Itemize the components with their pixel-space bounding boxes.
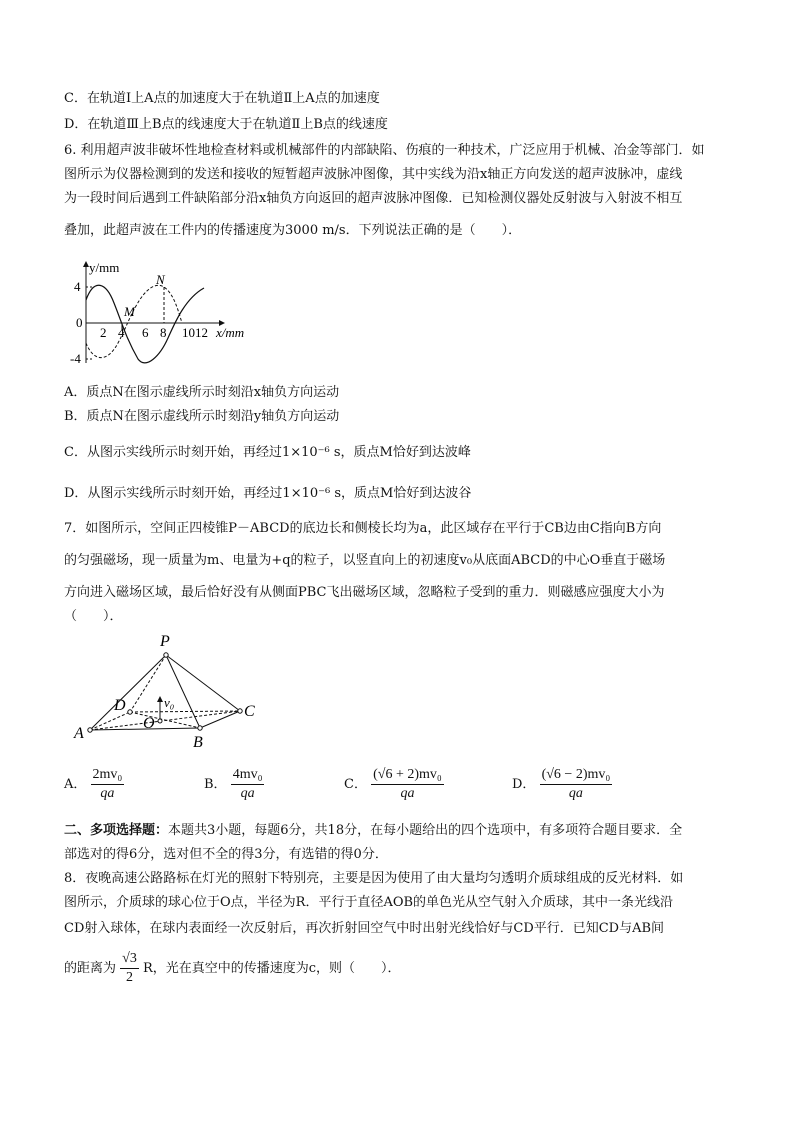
q7-stem-line-2: 的匀强磁场，现一质量为m、电量为+q的粒子，以竖直向上的初速度v₀从底面ABCD的中心O垂直于磁场	[64, 553, 666, 568]
q8-stem-line-3: CD射入球体，在球内表面经一次反射后，再次折射回空气中时出射光线恰好与CD平行．已知CD与AB间	[64, 921, 665, 936]
q5-option-c: C．在轨道Ⅰ上A点的加速度大于在轨道Ⅱ上A点的加速度	[64, 91, 380, 106]
q7-option-a-label: A．	[64, 777, 87, 792]
q8-stem-line-1: 8．夜晚高速公路路标在灯光的照射下特别亮，主要是因为使用了由大量均匀透明介质球组成的反光材料．如	[64, 871, 684, 886]
q7-option-b	[204, 766, 264, 803]
q7-option-c	[344, 766, 444, 803]
section-2-line-2: 部选对的得6分，选对但不全的得3分，有选错的得0分．	[64, 847, 388, 862]
q7-option-b-label: B．	[204, 777, 227, 792]
y-tick-0: 0	[76, 315, 83, 330]
q6-wave-graph	[64, 258, 284, 378]
dashed-wave	[86, 285, 182, 357]
q7-option-d-numerator: (√6 − 2)mv₀	[540, 766, 613, 785]
y-axis-label: y/mm	[89, 260, 120, 275]
q7-option-a-numerator: 2mv₀	[91, 766, 125, 785]
q6-option-a: A．质点N在图示虚线所示时刻沿x轴负方向运动	[64, 385, 340, 400]
x-tick-8: 8	[160, 325, 167, 340]
q7-option-a-fraction	[91, 766, 125, 803]
q7-stem-line-4: （ ）．	[64, 609, 123, 624]
q7-option-c-fraction	[371, 766, 444, 803]
q8-stem-line-4	[64, 950, 401, 987]
point-m: M	[124, 304, 135, 319]
q7-option-d-denominator: qa	[568, 786, 583, 801]
label-v0: v₀	[164, 695, 175, 710]
section-2-line-1-text: 本题共3小题，每题6分，共18分，在每小题给出的四个选项中，有多项符合题目要求．全	[168, 823, 683, 838]
q7-option-d-fraction	[540, 766, 613, 803]
point-n: N	[156, 272, 165, 287]
q7-option-d	[512, 766, 612, 803]
x-tick-6: 6	[142, 325, 149, 340]
q6-option-d: D．从图示实线所示时刻开始，再经过1×10⁻⁶ s，质点M恰好到达波谷	[64, 486, 472, 501]
x-tick-1012: 1012	[182, 325, 208, 340]
q7-option-d-label: D．	[512, 777, 536, 792]
q8-fraction-denominator: 2	[126, 970, 133, 985]
label-o: O	[143, 715, 155, 732]
q7-option-b-numerator: 4mv₀	[231, 766, 265, 785]
q6-option-c: C．从图示实线所示时刻开始，再经过1×10⁻⁶ s，质点M恰好到达波峰	[64, 445, 471, 460]
label-c: C	[244, 703, 255, 720]
q7-pyramid-figure	[64, 630, 284, 755]
q8-fraction-numerator: √3	[120, 950, 139, 969]
q7-stem-line-1: 7．如图所示，空间正四棱锥P－ABCD的底边长和侧棱长均为a，此区域存在平行于CB边由C指向B方向	[64, 521, 662, 536]
q7-option-b-denominator: qa	[240, 786, 255, 801]
x-tick-4: 4	[118, 325, 125, 340]
q6-stem-line-4: 叠加，此超声波在工件内的传播速度为3000 m/s．下列说法正确的是（ ）．	[64, 223, 522, 238]
label-b: B	[193, 734, 203, 751]
q6-stem-line-1: 6. 利用超声波非破坏性地检查材料或机械部件的内部缺陷、伤痕的一种技术，广泛应用于机械、冶金等部门．如	[64, 143, 705, 158]
y-tick-neg4: -4	[70, 351, 81, 366]
x-axis-label: x/mm	[216, 325, 245, 340]
label-a: A	[74, 725, 84, 742]
q7-option-b-fraction	[231, 766, 265, 803]
y-tick-4: 4	[74, 279, 81, 294]
q8-stem-line-2: 图所示，介质球的球心位于O点，半径为R．平行于直径AOB的单色光从空气射入介质球，其中一条光线沿	[64, 895, 674, 910]
q5-option-d: D．在轨道Ⅲ上B点的线速度大于在轨道Ⅱ上B点的线速度	[64, 117, 388, 132]
q7-option-c-label: C．	[344, 777, 367, 792]
q6-stem-line-3: 为一段时间后遇到工件缺陷部分沿x轴负方向返回的超声波脉冲图像．已知检测仪器处反射波与入射波不相互	[64, 191, 683, 206]
q7-option-c-denominator: qa	[400, 786, 415, 801]
q7-option-a	[64, 766, 124, 803]
q8-distance-fraction	[120, 950, 139, 987]
q8-line-4-suffix: R，光在真空中的传播速度为c，则（ ）．	[142, 961, 401, 976]
q6-option-b: B．质点N在图示虚线所示时刻沿y轴负方向运动	[64, 409, 340, 424]
q7-option-c-numerator: (√6 + 2)mv₀	[371, 766, 444, 785]
q6-stem-line-2: 图所示为仪器检测到的发送和接收的短暂超声波脉冲图像，其中实线为沿x轴正方向发送的超声波脉冲，虚线	[64, 167, 683, 182]
section-2-line-1	[64, 822, 682, 840]
section-2-heading: 二、多项选择题：	[64, 823, 169, 838]
label-p: P	[160, 633, 170, 650]
label-d: D	[114, 697, 126, 714]
x-tick-2: 2	[100, 325, 107, 340]
q7-stem-line-3: 方向进入磁场区域，最后恰好没有从侧面PBC飞出磁场区域，忽略粒子受到的重力．则磁感应强度大小为	[64, 585, 665, 600]
q8-line-4-prefix: 的距离为	[64, 961, 117, 976]
q7-option-a-denominator: qa	[100, 786, 115, 801]
